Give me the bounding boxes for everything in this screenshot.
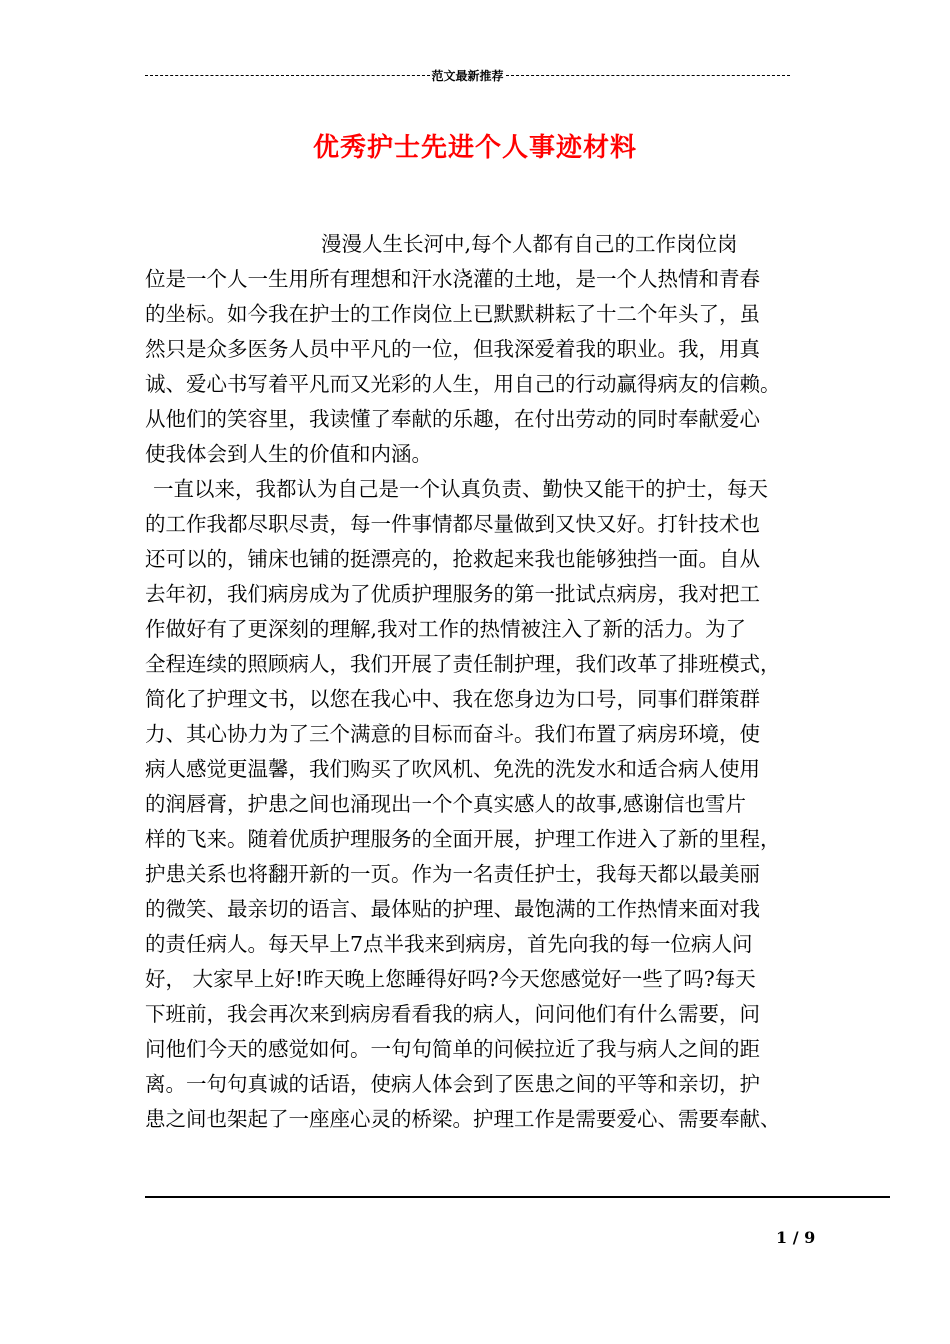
text-line: 问他们今天的感觉如何。一句句简单的问候拉近了我与病人之间的距 bbox=[145, 1037, 760, 1061]
text-line: 位是一个人一生用所有理想和汗水浇灌的土地，是一个人热情和青春 bbox=[145, 267, 760, 291]
header-dash-left bbox=[145, 75, 430, 76]
text-line: 的微笑、最亲切的语言、最体贴的护理、最饱满的工作热情来面对我 bbox=[145, 897, 760, 921]
text-line: 的工作我都尽职尽责，每一件事情都尽量做到又快又好。打针技术也 bbox=[145, 512, 760, 536]
text-line: 病人感觉更温馨，我们购买了吹风机、免洗的洗发水和适合病人使用 bbox=[145, 757, 760, 781]
text-line: 离。一句句真诚的话语，使病人体会到了医患之间的平等和亲切，护 bbox=[145, 1072, 760, 1096]
text-line: 作做好有了更深刻的理解,我对工作的热情被注入了新的活力。为了 bbox=[145, 617, 747, 641]
text-line: 从他们的笑容里，我读懂了奉献的乐趣，在付出劳动的同时奉献爱心 bbox=[145, 407, 760, 431]
text-line: 的责任病人。每天早上7点半我来到病房，首先向我的每一位病人问 bbox=[145, 932, 753, 956]
text-line: 护患关系也将翻开新的一页。作为一名责任护士，我每天都以最美丽 bbox=[145, 862, 760, 886]
text-line: 然只是众多医务人员中平凡的一位，但我深爱着我的职业。我，用真 bbox=[145, 337, 760, 361]
text-line: 患之间也架起了一座座心灵的桥梁。护理工作是需要爱心、需要奉献、 bbox=[145, 1107, 781, 1131]
text-line: 样的飞来。随着优质护理服务的全面开展，护理工作进入了新的里程， bbox=[145, 827, 781, 851]
footer-rule bbox=[145, 1196, 890, 1198]
document-body bbox=[145, 227, 845, 1137]
text-line: 力、其心协力为了三个满意的目标而奋斗。我们布置了病房环境，使 bbox=[145, 722, 760, 746]
text-line: 去年初，我们病房成为了优质护理服务的第一批试点病房，我对把工 bbox=[145, 582, 760, 606]
text-line: 漫漫人生长河中,每个人都有自己的工作岗位岗 bbox=[321, 232, 738, 256]
paragraph-2 bbox=[145, 472, 845, 1137]
text-line: 诚、爱心书写着平凡而又光彩的人生，用自己的行动赢得病友的信赖。 bbox=[145, 372, 781, 396]
document-title: 优秀护士先进个人事迹材料 bbox=[312, 133, 637, 163]
page-number: 1 / 9 bbox=[776, 1228, 816, 1247]
text-line: 下班前，我会再次来到病房看看我的病人，问问他们有什么需要，问 bbox=[145, 1002, 760, 1026]
page-header bbox=[145, 66, 790, 84]
text-line: 的坐标。如今我在护士的工作岗位上已默默耕耘了十二个年头了，虽 bbox=[145, 302, 760, 326]
text-line: 全程连续的照顾病人，我们开展了责任制护理，我们改革了排班模式， bbox=[145, 652, 781, 676]
text-line: 使我体会到人生的价值和内涵。 bbox=[145, 442, 432, 466]
header-label: 范文最新推荐 bbox=[431, 68, 504, 83]
text-line: 好， 大家早上好!昨天晚上您睡得好吗?今天您感觉好一些了吗?每天 bbox=[145, 967, 756, 991]
text-line: 简化了护理文书，以您在我心中、我在您身边为口号，同事们群策群 bbox=[145, 687, 760, 711]
paragraph-1 bbox=[145, 227, 845, 472]
text-line: 还可以的，铺床也铺的挺漂亮的，抢救起来我也能够独挡一面。自从 bbox=[145, 547, 760, 571]
text-line: 一直以来，我都认为自己是一个认真负责、勤快又能干的护士，每天 bbox=[153, 477, 768, 501]
text-line: 的润唇膏，护患之间也涌现出一个个真实感人的故事,感谢信也雪片 bbox=[145, 792, 747, 816]
header-dash-right bbox=[506, 75, 791, 76]
